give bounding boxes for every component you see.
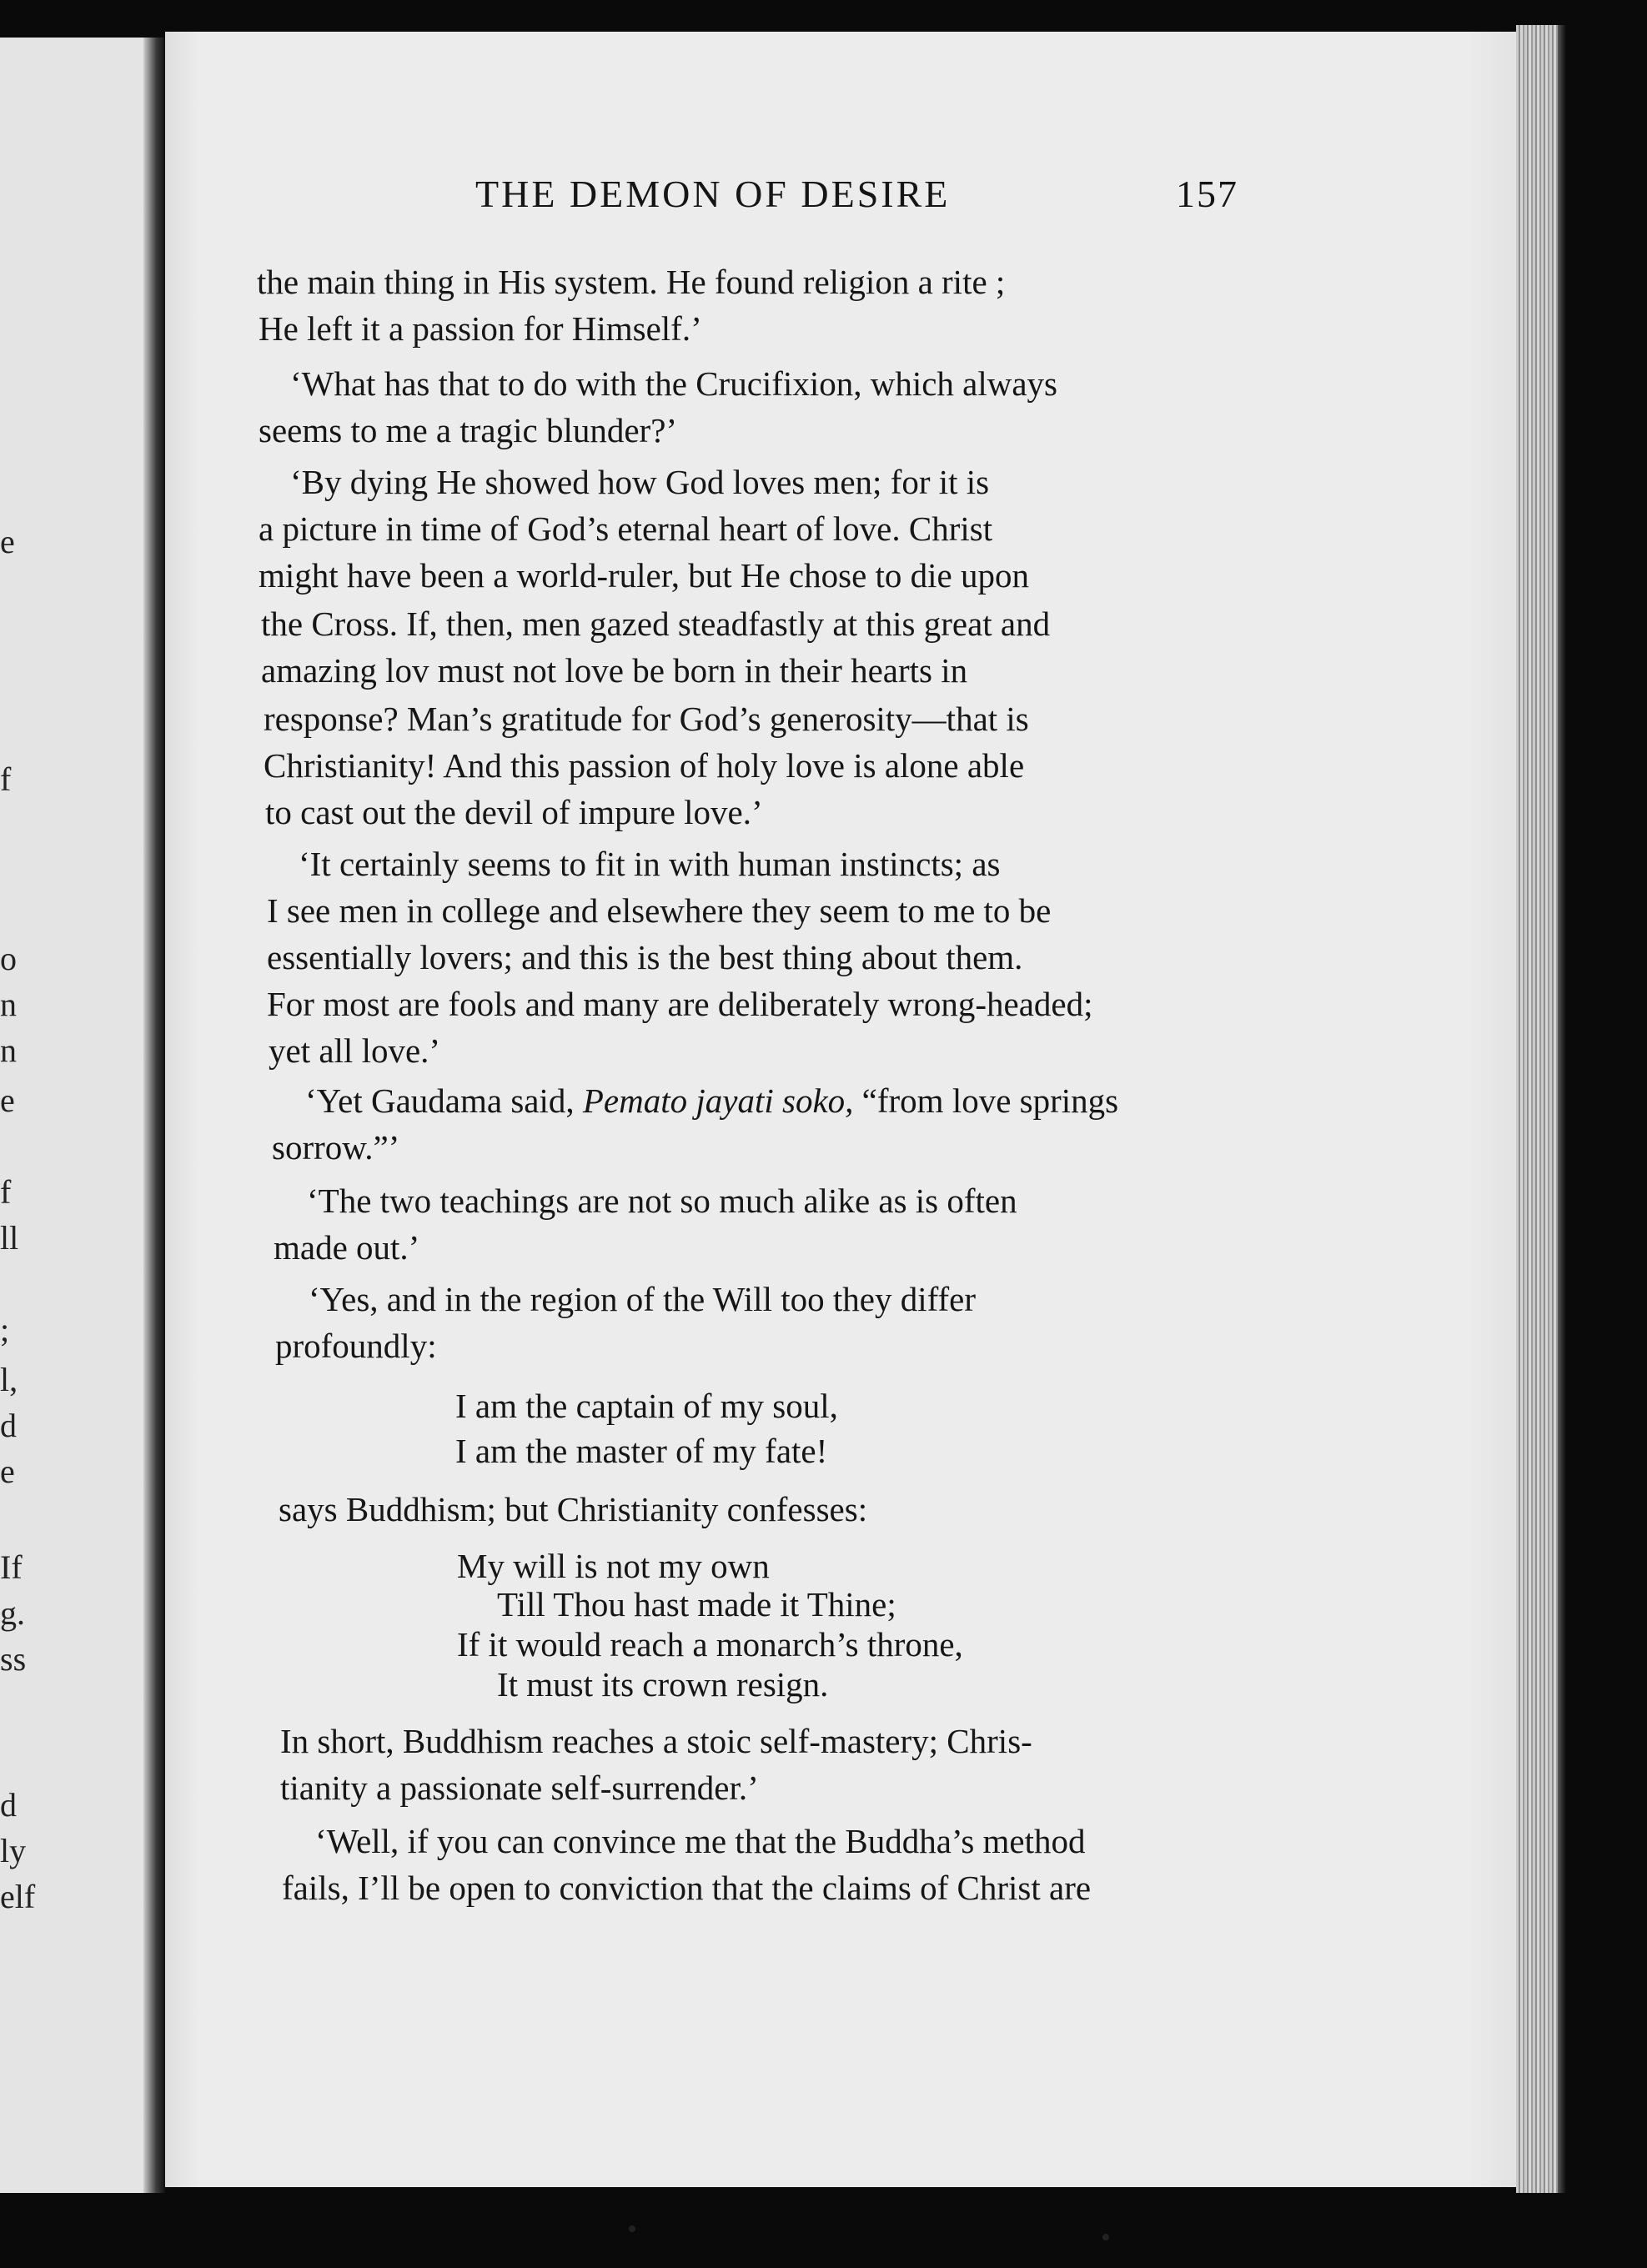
edge-letter: e [0,1453,15,1490]
text-line: essentially lovers; and this is the best thing about them. [267,938,1023,976]
edge-letter: ly [0,1832,27,1869]
text-line: amazing lov must not love be born in their hearts in [261,651,968,690]
edge-letter: o [0,940,17,977]
edge-letter: d [0,1786,17,1824]
text-line: ‘It certainly seems to fit in with human instincts; as [299,845,1001,883]
text-line: fails, I’ll be open to conviction that the claims of Christ are [282,1869,1092,1907]
text-line: seems to me a tragic blunder?’ [259,411,678,449]
edge-letter: f [0,760,12,798]
verse-line: It must its crown resign. [497,1665,829,1704]
facing-page-edge [0,38,165,2193]
verse-line: My will is not my own [457,1547,770,1585]
edge-letter: n [0,986,17,1023]
text-line: says Buddhism; but Christianity confesses: [279,1490,868,1528]
text-line: to cast out the devil of impure love.’ [265,793,763,831]
text-line: ‘The two teachings are not so much alike as is often [307,1182,1017,1220]
text-line: yet all love.’ [269,1031,441,1070]
book-page [165,32,1516,2187]
text-line: a picture in time of God’s eternal heart of love. Christ [259,509,993,548]
text-line: I see men in college and elsewhere they seem to me to be [267,891,1052,930]
scan-speck: • [1101,2222,1111,2253]
text-line: In short, Buddhism reaches a stoic self-mastery; Chris- [280,1722,1032,1760]
page-number: 157 [1176,173,1238,215]
verse-line: I am the captain of my soul, [455,1387,838,1425]
edge-letter: ll [0,1219,19,1257]
text-line: ‘Yet Gaudama said, Pemato jayati soko, “from love springs [305,1081,1119,1120]
text-line: ‘What has that to do with the Crucifixion, which always [290,364,1058,403]
scan-speck: • [627,2214,637,2245]
binding-shadow [1558,25,1566,2193]
edge-letter: ss [0,1640,27,1678]
text-line: might have been a world-ruler, but He chose to die upon [259,556,1030,595]
text-line: response? Man’s gratitude for God’s generosity—that is [264,700,1029,738]
text-line: profoundly: [275,1327,437,1365]
edge-letter: ; [0,1311,10,1348]
page-edges [1516,25,1558,2193]
text-line: the Cross. If, then, men gazed steadfastly at this great and [261,605,1051,643]
edge-letter: e [0,523,15,560]
running-title: THE DEMON OF DESIRE [475,173,951,215]
text-line: ‘Well, if you can convince me that the Buddha’s method [315,1822,1086,1860]
edge-letter: l, [0,1361,18,1398]
text-line: Christianity! And this passion of holy love is alone able [264,746,1025,785]
edge-letter: d [0,1407,17,1444]
text-line: ‘By dying He showed how God loves men; for it is [290,463,990,501]
text-line: tianity a passionate self-surrender.’ [280,1769,759,1807]
edge-letter: elf [0,1878,36,1915]
edge-letter: f [0,1173,12,1211]
text-line: the main thing in His system. He found religion a rite ; [257,263,1006,301]
verse-line: Till Thou hast made it Thine; [497,1585,896,1623]
edge-letter: If [0,1548,23,1586]
verse-line: I am the master of my fate! [455,1432,828,1470]
verse-line: If it would reach a monarch’s throne, [457,1625,963,1663]
page-header [165,172,1516,230]
text-line: made out.’ [274,1228,420,1267]
text-line: ‘Yes, and in the region of the Will too they differ [309,1280,977,1318]
text-line: For most are fools and many are deliberately wrong-headed; [267,985,1093,1023]
edge-letter: e [0,1081,15,1119]
edge-letter: n [0,1031,17,1069]
text-line: sorrow.”’ [272,1128,400,1167]
text-line: He left it a passion for Himself.’ [259,309,702,348]
edge-letter: g. [0,1594,25,1632]
